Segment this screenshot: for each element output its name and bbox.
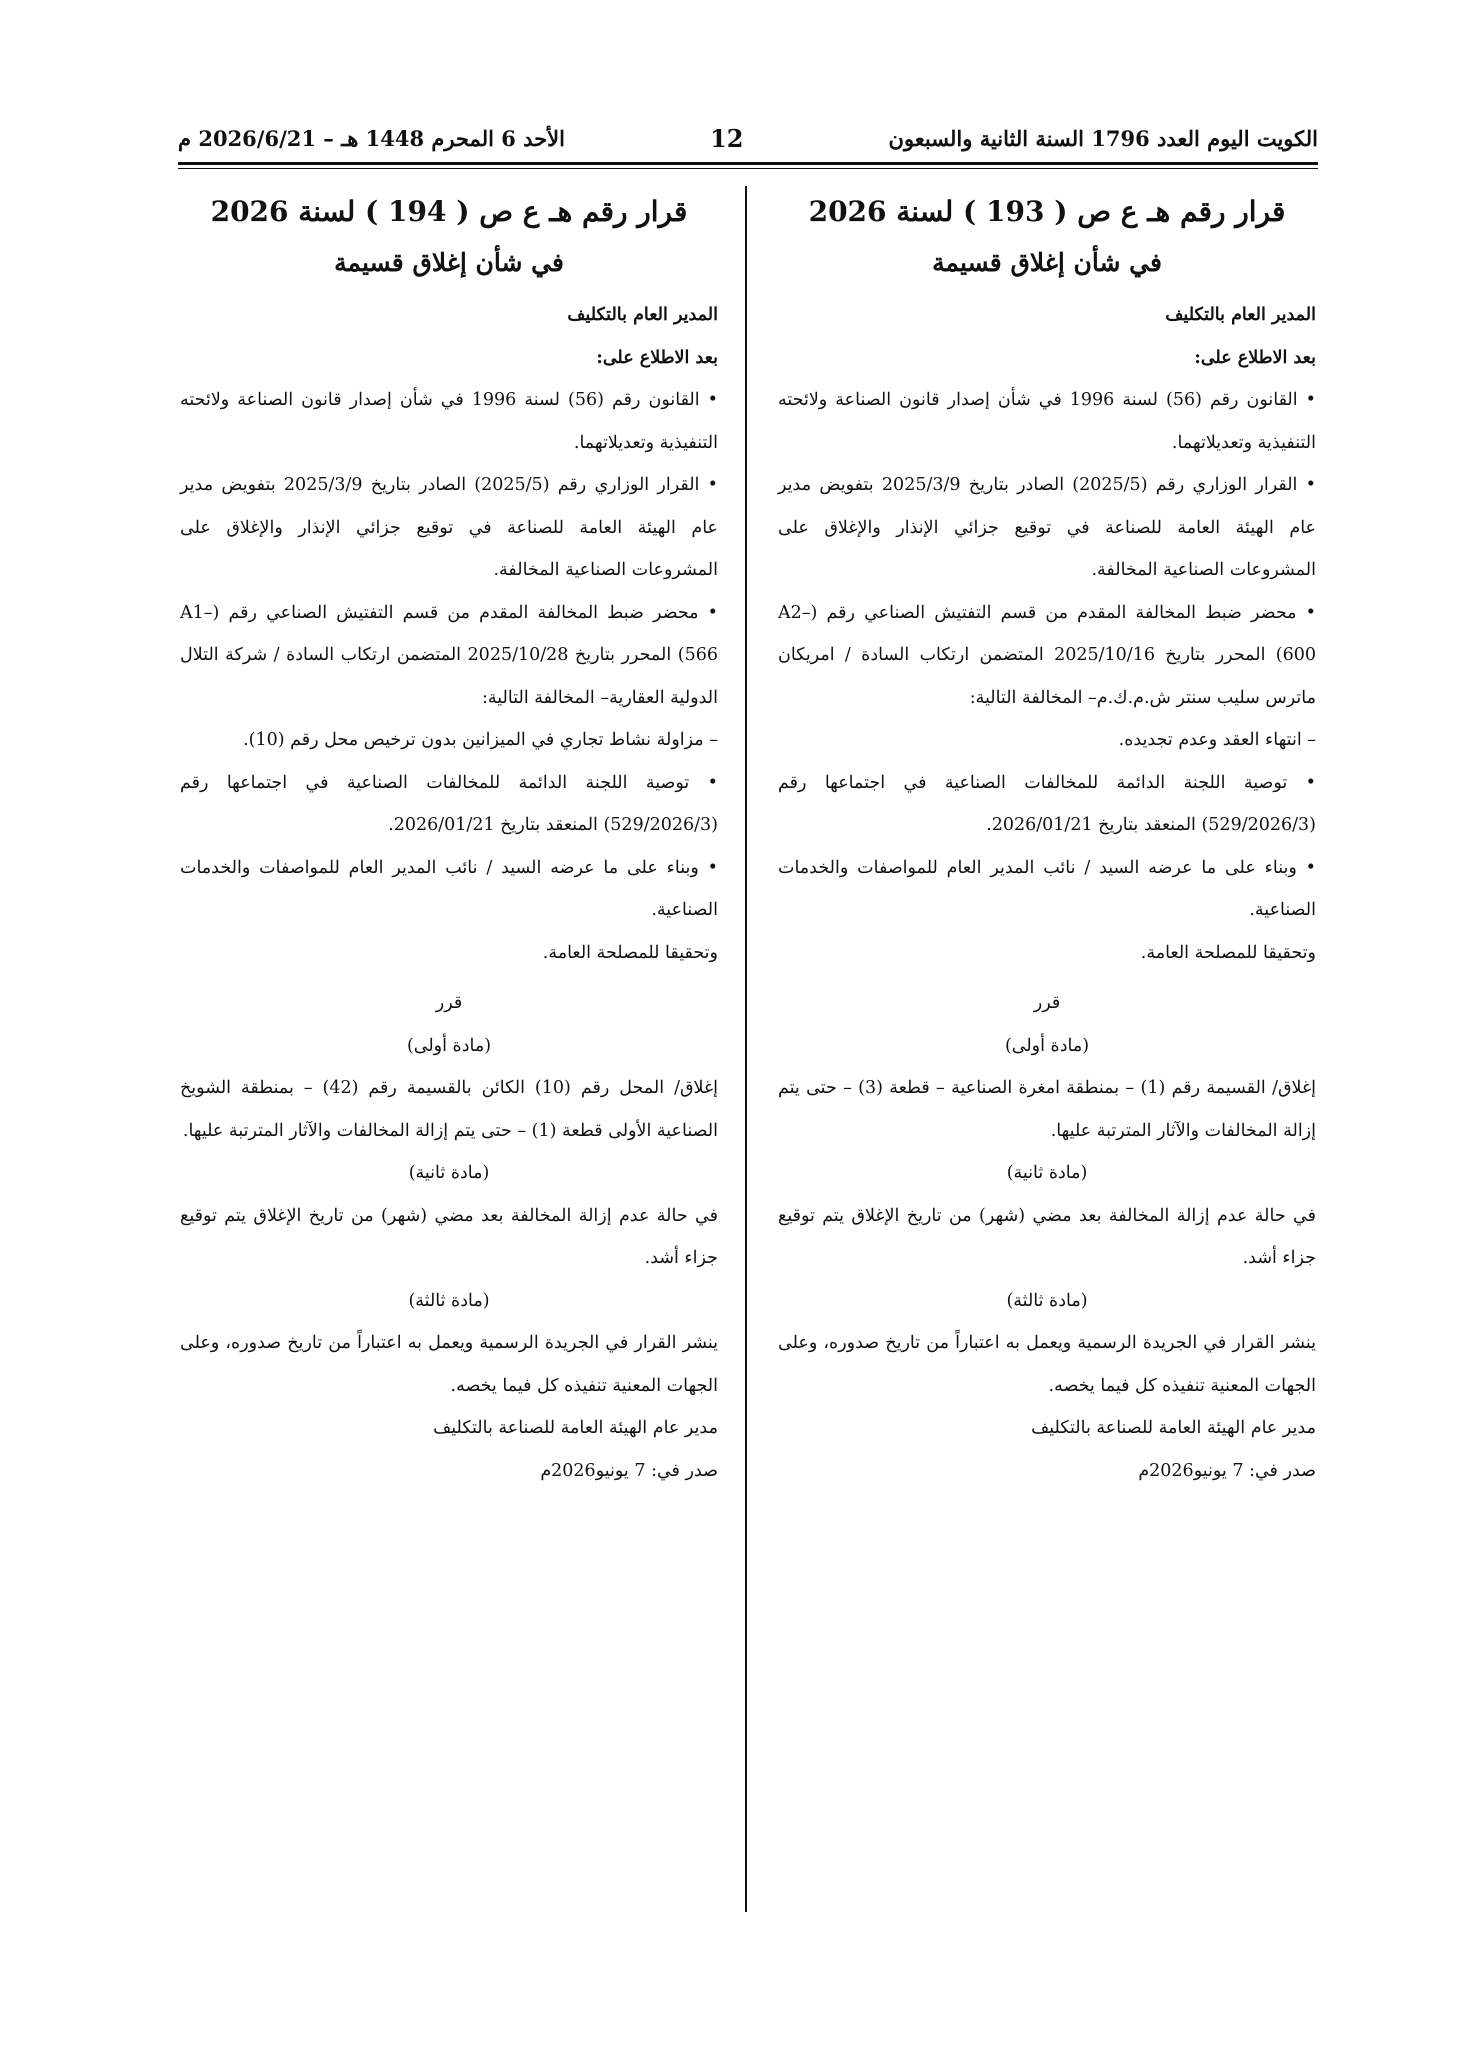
header-date: الأحد 6 المحرم 1448 هـ – 2026/6/21 م xyxy=(178,125,565,151)
page-header xyxy=(178,118,1318,158)
decision-authority: المدير العام بالتكليف xyxy=(1165,305,1316,325)
clause: • توصية اللجنة الدائمة للمخالفات الصناعية في اجتماعها رقم (529/2026/3) المنعقد بتاريخ 2026/01/21. xyxy=(778,772,1316,835)
clause: وتحقيقا للمصلحة العامة. xyxy=(542,942,718,963)
decision-title: قرار رقم هـ ع ص ( 194 ) لسنة 2026 xyxy=(210,195,688,228)
article-text: في حالة عدم إزالة المخالفة بعد مضي (شهر) من تاريخ الإغلاق يتم توقيع جزاء أشد. xyxy=(180,1205,718,1268)
issued-date: صدر في: 7 يونيو2026م xyxy=(540,1460,718,1481)
clause: • وبناء على ما عرضه السيد / نائب المدير العام للمواصفات والخدمات الصناعية. xyxy=(778,857,1316,920)
article-heading: (مادة أولى) xyxy=(1004,1035,1090,1056)
signature: مدير عام الهيئة العامة للصناعة بالتكليف xyxy=(433,1418,718,1438)
header-rule xyxy=(178,162,1318,165)
decided-heading: قرر xyxy=(435,993,463,1013)
clause: وتحقيقا للمصلحة العامة. xyxy=(1140,942,1316,963)
article-heading: (مادة ثانية) xyxy=(408,1163,490,1183)
clause: • وبناء على ما عرضه السيد / نائب المدير العام للمواصفات والخدمات الصناعية. xyxy=(180,857,718,920)
header-rule-thin xyxy=(178,168,1318,169)
decision-authority: المدير العام بالتكليف xyxy=(567,305,718,325)
clause: • محضر ضبط المخالفة المقدم من قسم التفتيش الصناعي رقم (A1–566) المحرر بتاريخ 2025/10/28 المتضمن ارتكاب السادة / شركة التلال الدولية العقارية– المخالفة التالية: xyxy=(180,602,718,708)
article-text: إغلاق/ المحل رقم (10) الكائن بالقسيمة رقم (42) – بمنطقة الشويخ الصناعية الأولى قطعة (1) – حتى يتم إزالة المخالفات والآثار المترتبة عليها. xyxy=(180,1078,718,1141)
clause: • القانون رقم (56) لسنة 1996 في شأن إصدار قانون الصناعة ولائحته التنفيذية وتعديلاتهما. xyxy=(778,390,1316,453)
article-heading: (مادة ثالثة) xyxy=(408,1290,490,1311)
decision-subtitle: في شأن إغلاق قسيمة xyxy=(334,248,564,277)
clause: – مزاولة نشاط تجاري في الميزانين بدون ترخيص محل رقم (10). xyxy=(243,730,718,750)
decision-title: قرار رقم هـ ع ص ( 193 ) لسنة 2026 xyxy=(808,195,1286,228)
article-text: في حالة عدم إزالة المخالفة بعد مضي (شهر) من تاريخ الإغلاق يتم توقيع جزاء أشد. xyxy=(778,1205,1316,1268)
decided-heading: قرر xyxy=(1033,993,1061,1013)
article-heading: (مادة أولى) xyxy=(406,1035,492,1056)
clause: • القرار الوزاري رقم (2025/5) الصادر بتاريخ 2025/3/9 بتفويض مدير عام الهيئة العامة للصناعة في توقيع جزائي الإنذار والإغلاق على المشروعات الصناعية المخالفة. xyxy=(778,475,1316,580)
issued-date: صدر في: 7 يونيو2026م xyxy=(1138,1460,1316,1481)
signature: مدير عام الهيئة العامة للصناعة بالتكليف xyxy=(1031,1418,1316,1438)
article-text: إغلاق/ القسيمة رقم (1) – بمنطقة امغرة الصناعية – قطعة (3) – حتى يتم إزالة المخالفات والآثار المترتبة عليها. xyxy=(778,1078,1316,1141)
decision-194 xyxy=(180,186,718,1492)
page-number: 12 xyxy=(710,123,744,153)
clause: • توصية اللجنة الدائمة للمخالفات الصناعية في اجتماعها رقم (529/2026/3) المنعقد بتاريخ 2026/01/21. xyxy=(180,772,718,835)
header-issue-info: الكويت اليوم العدد 1796 السنة الثانية والسبعون xyxy=(888,125,1318,151)
clause: • القرار الوزاري رقم (2025/5) الصادر بتاريخ 2025/3/9 بتفويض مدير عام الهيئة العامة للصناعة في توقيع جزائي الإنذار والإغلاق على المشروعات الصناعية المخالفة. xyxy=(180,475,718,580)
article-text: ينشر القرار في الجريدة الرسمية ويعمل به اعتباراً من تاريخ صدوره، وعلى الجهات المعنية تنفيذه كل فيما يخصه. xyxy=(180,1333,718,1396)
decision-intro: بعد الاطلاع على: xyxy=(1194,347,1316,368)
clause: – انتهاء العقد وعدم تجديده. xyxy=(1118,730,1316,750)
decision-subtitle: في شأن إغلاق قسيمة xyxy=(932,248,1162,277)
clause: • القانون رقم (56) لسنة 1996 في شأن إصدار قانون الصناعة ولائحته التنفيذية وتعديلاتهما. xyxy=(180,390,718,453)
column-divider xyxy=(745,186,747,1912)
clause: • محضر ضبط المخالفة المقدم من قسم التفتيش الصناعي رقم (A2–600) المحرر بتاريخ 2025/10/16 المتضمن ارتكاب السادة / امريكان ماترس سليب سنتر ش.م.ك.م– المخالفة التالية: xyxy=(778,602,1316,708)
article-heading: (مادة ثانية) xyxy=(1006,1163,1088,1183)
decision-193 xyxy=(778,186,1316,1492)
decision-intro: بعد الاطلاع على: xyxy=(596,347,718,368)
article-text: ينشر القرار في الجريدة الرسمية ويعمل به اعتباراً من تاريخ صدوره، وعلى الجهات المعنية تنفيذه كل فيما يخصه. xyxy=(778,1333,1316,1396)
article-heading: (مادة ثالثة) xyxy=(1006,1290,1088,1311)
